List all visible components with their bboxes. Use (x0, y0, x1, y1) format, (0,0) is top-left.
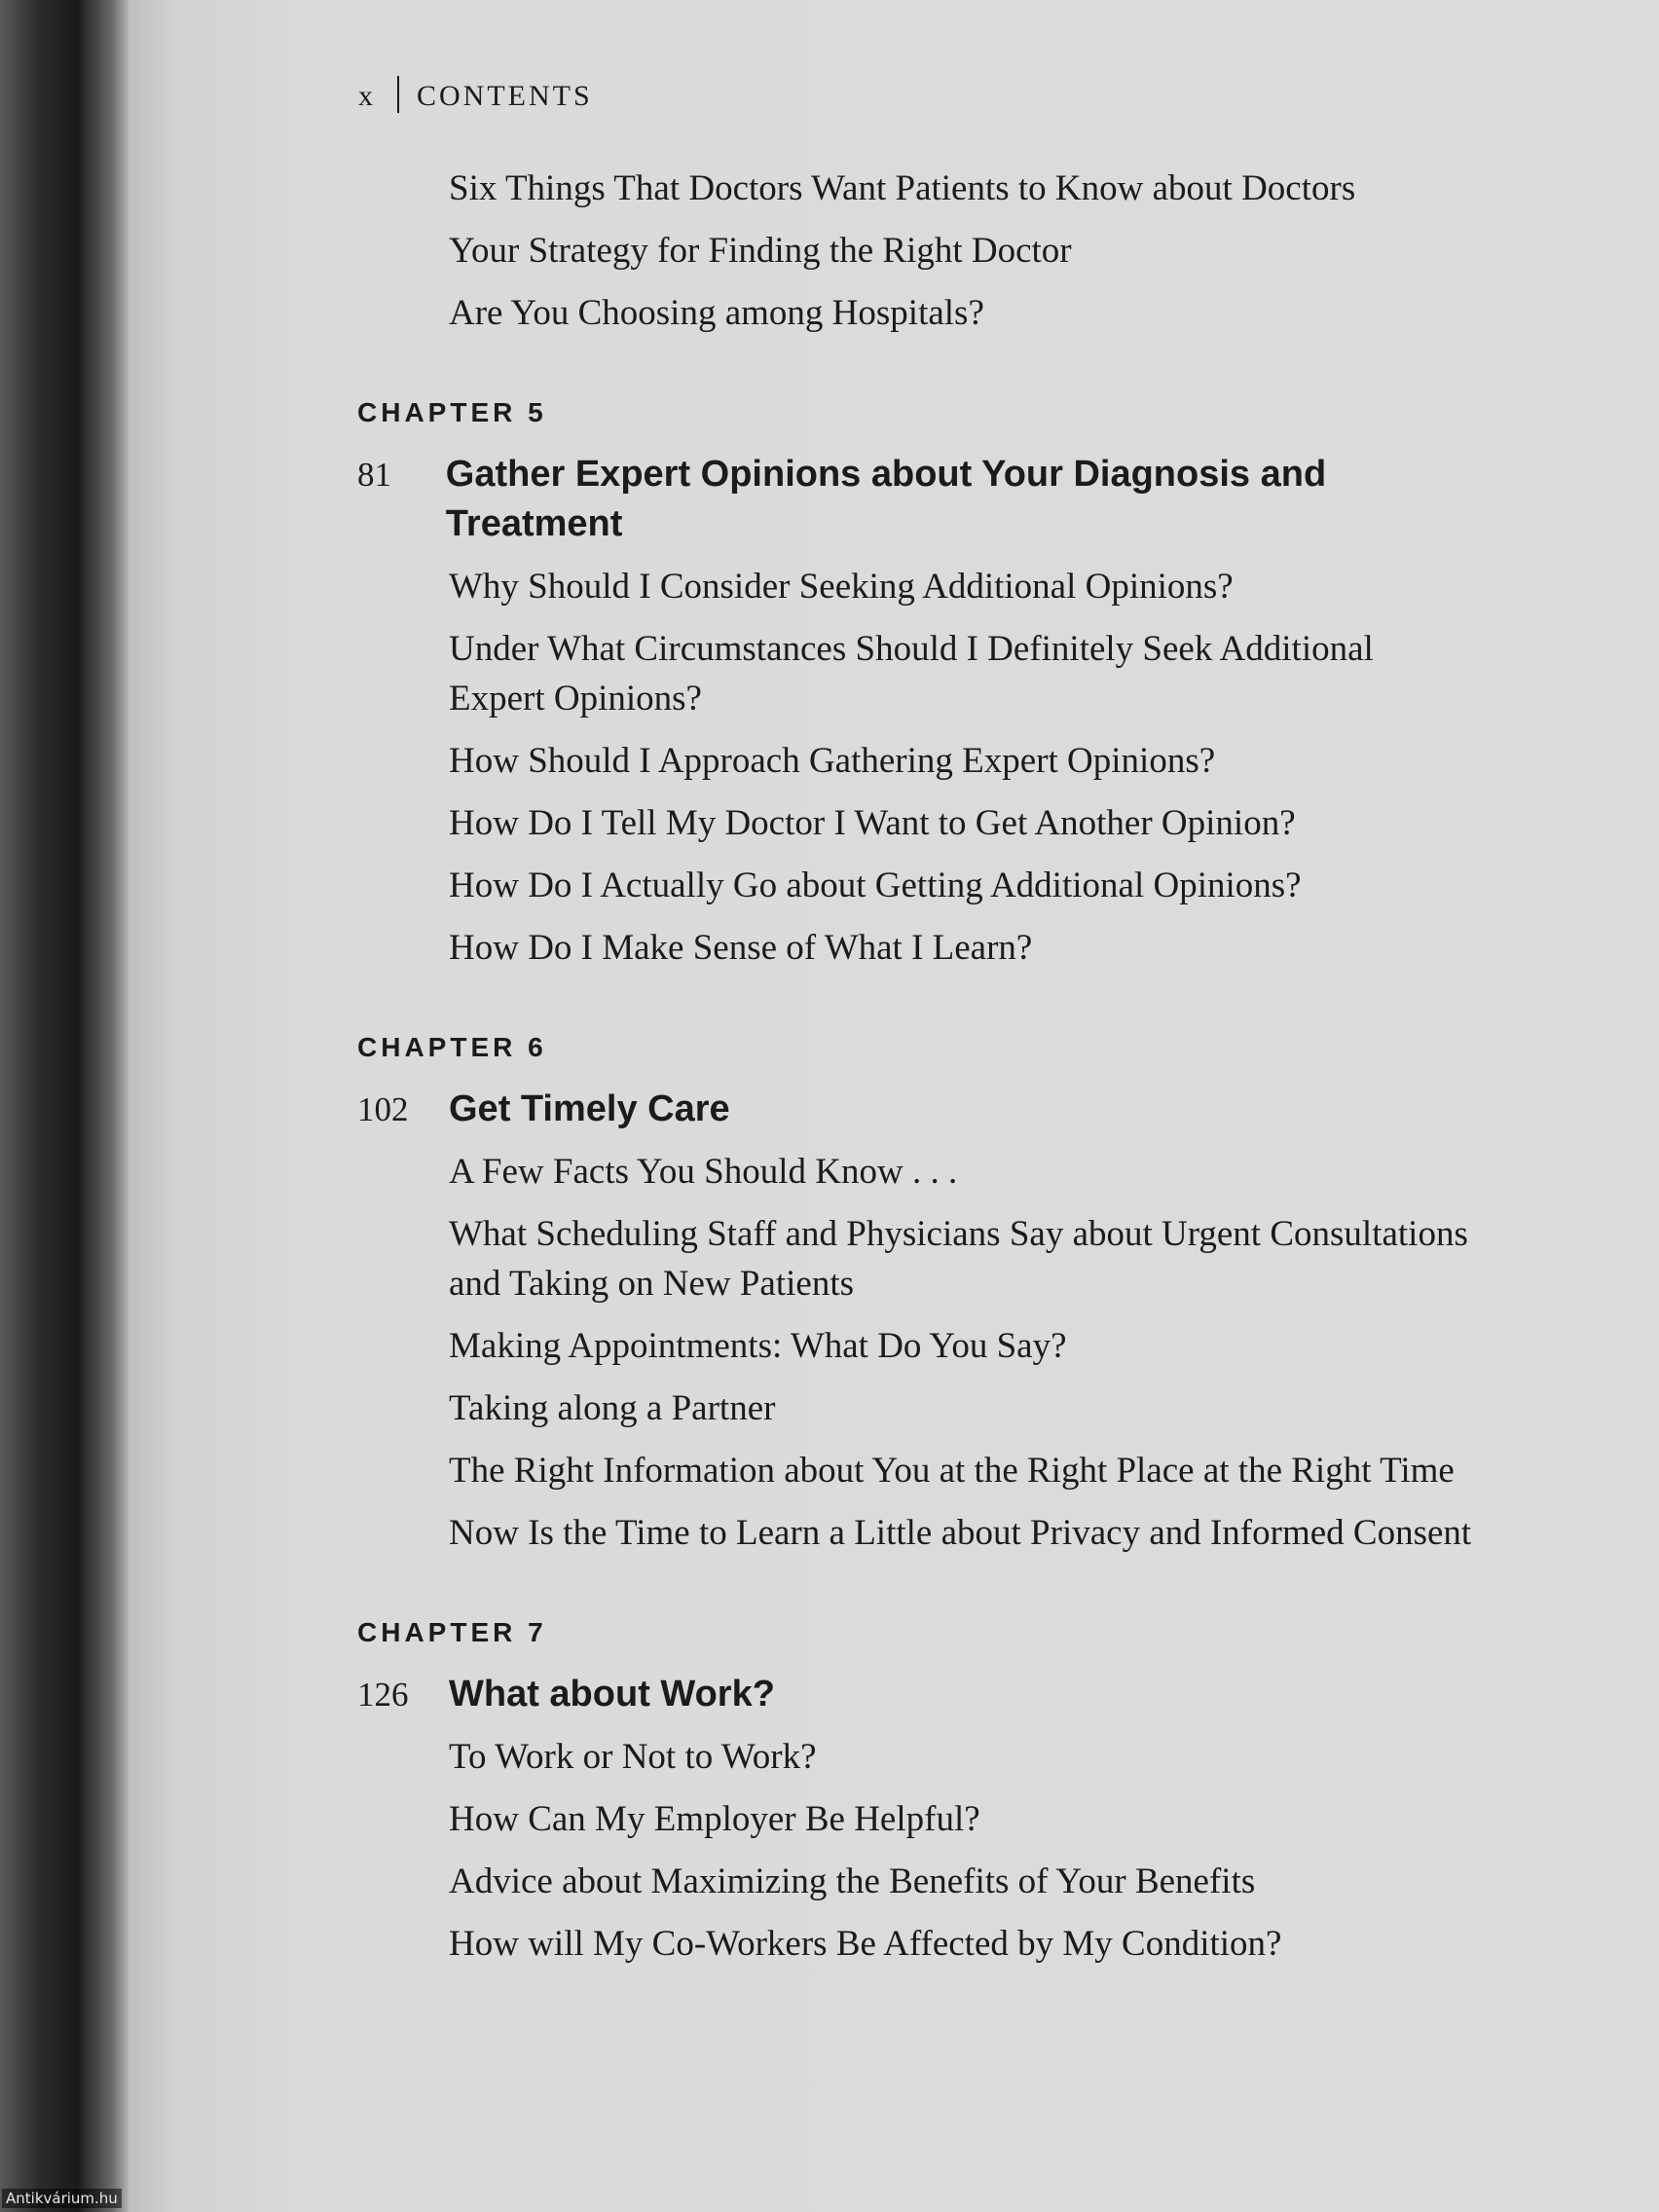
chapter-title: Get Timely Care (449, 1088, 730, 1129)
top-items (357, 158, 1477, 345)
toc-item[interactable]: What Scheduling Staff and Physicians Say about Urgent Consultations and Taking on New Patients (449, 1214, 1468, 1304)
toc-item[interactable]: Your Strategy for Finding the Right Doctor (449, 231, 1072, 271)
toc-item[interactable]: How Do I Actually Go about Getting Additional Opinions? (449, 866, 1302, 905)
chapter-heading[interactable] (357, 444, 1477, 556)
toc-item[interactable]: How Do I Tell My Doctor I Want to Get Another Opinion? (449, 803, 1296, 843)
chapter-page-number: 102 (357, 1090, 409, 1128)
toc-item[interactable]: The Right Information about You at the Right Place at the Right Time (449, 1451, 1455, 1491)
chapter-label: CHAPTER 7 (357, 1617, 547, 1647)
toc-item[interactable]: How will My Co-Workers Be Affected by My Condition? (449, 1924, 1282, 1964)
section-title: CONTENTS (417, 80, 593, 112)
toc-item[interactable]: How Should I Approach Gathering Expert Opinions? (449, 741, 1216, 781)
book-spine-shadow (0, 0, 129, 2212)
chapter-title: What about Work? (449, 1674, 775, 1714)
toc-item[interactable]: To Work or Not to Work? (449, 1737, 817, 1777)
header-divider (397, 76, 399, 113)
chapter-heading[interactable] (357, 1664, 1477, 1726)
chapter-label: CHAPTER 5 (357, 397, 547, 427)
toc-item[interactable]: How Can My Employer Be Helpful? (449, 1799, 980, 1839)
running-header (358, 80, 593, 117)
toc-item[interactable]: Now Is the Time to Learn a Little about Privacy and Informed Consent (449, 1513, 1472, 1553)
toc-item[interactable]: Under What Circumstances Should I Definitely Seek Additional Expert Opinions? (449, 629, 1374, 719)
chapter-6 (357, 1032, 1477, 1565)
toc-item[interactable]: Advice about Maximizing the Benefits of Your Benefits (449, 1862, 1256, 1901)
chapter-5 (357, 397, 1477, 979)
toc-item[interactable]: Why Should I Consider Seeking Additional Opinions? (449, 567, 1234, 607)
page-number: x (358, 80, 376, 112)
chapter-page-number: 81 (357, 456, 391, 494)
toc-item[interactable]: Making Appointments: What Do You Say? (449, 1326, 1067, 1366)
chapter-title: Gather Expert Opinions about Your Diagnosis and Treatment (445, 454, 1327, 544)
toc-item[interactable]: Taking along a Partner (449, 1388, 776, 1428)
chapter-heading[interactable] (357, 1079, 1477, 1141)
watermark: Antikvárium.hu (2, 2189, 122, 2208)
toc-item[interactable]: A Few Facts You Should Know . . . (449, 1152, 958, 1192)
chapter-page-number: 126 (357, 1676, 409, 1714)
chapter-7 (357, 1617, 1477, 1975)
contents-list (357, 158, 1477, 1975)
toc-item[interactable]: How Do I Make Sense of What I Learn? (449, 928, 1033, 968)
toc-item[interactable]: Six Things That Doctors Want Patients to Know about Doctors (449, 168, 1356, 208)
chapter-label: CHAPTER 6 (357, 1032, 547, 1062)
toc-item[interactable]: Are You Choosing among Hospitals? (449, 293, 984, 333)
